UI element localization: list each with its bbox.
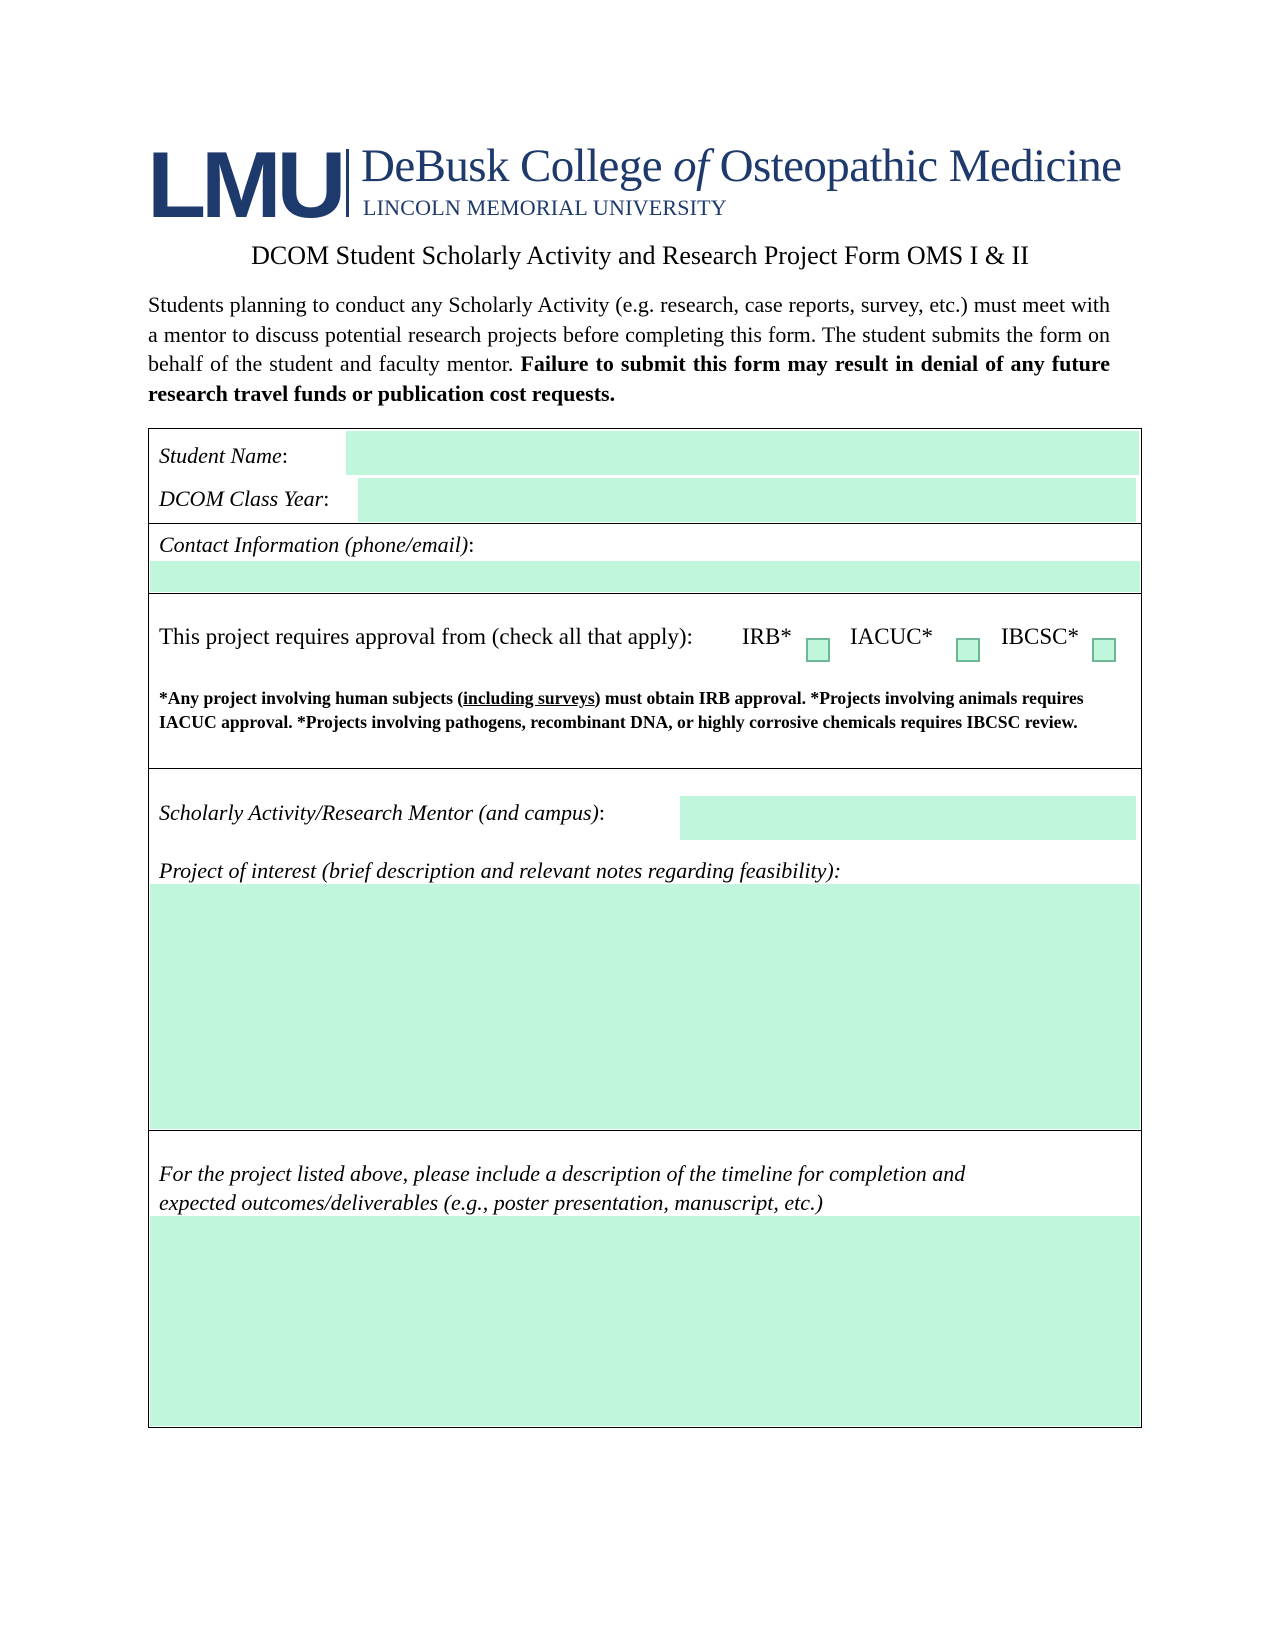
intro-text: Students planning to conduct any Scholarly Activity (e.g. research, case reports, survey, etc.) must meet with a mentor to discuss potential research projects before completing this form. The student submits the form on behalf of the student and faculty mentor. (148, 292, 1110, 376)
approval-note-text: *Any project involving human subjects ( (159, 688, 464, 708)
form-title: DCOM Student Scholarly Activity and Research Project Form OMS I & II (251, 241, 1029, 270)
intro-paragraph (148, 290, 1110, 408)
row-divider (148, 593, 1142, 594)
ibcsc-checkbox[interactable] (1092, 638, 1116, 662)
timeline-field[interactable] (150, 1216, 1140, 1426)
mentor-label: Scholarly Activity/Research Mentor (and campus): (159, 800, 606, 825)
approval-note-text: ) must obtain IRB approval. *Projects involving animals requires IACUC approval. *Projects involving pathogens, recombinant DNA, or highly corrosive chemicals requires IBCSC review. (159, 688, 1084, 732)
irb-label: IRB* (742, 624, 792, 649)
college-name-part: Osteopathic Medicine (708, 140, 1122, 192)
lmu-logo-mark: LMU (147, 132, 342, 237)
college-name-part: DeBusk College (361, 140, 674, 192)
timeline-label-line1: For the project listed above, please include a description of the timeline for completion and (159, 1161, 966, 1186)
approval-note (159, 687, 1114, 734)
university-name: LINCOLN MEMORIAL UNIVERSITY (363, 195, 727, 220)
logo-divider (346, 149, 349, 217)
contact-label: Contact Information (phone/email): (159, 532, 475, 557)
approval-prompt: This project requires approval from (check all that apply): (159, 624, 693, 649)
approval-note-underlined: including surveys (463, 688, 595, 708)
row-divider (148, 523, 1142, 524)
college-name (361, 141, 1121, 191)
irb-checkbox[interactable] (806, 638, 830, 662)
intro-warning: Failure to submit this form may result in denial of any future research travel funds or publication cost requests. (148, 351, 1111, 406)
row-divider (148, 1130, 1142, 1131)
class-year-field[interactable] (358, 478, 1136, 522)
contact-field[interactable] (150, 561, 1140, 592)
row-divider (148, 768, 1142, 769)
ibcsc-label: IBCSC* (1001, 624, 1079, 649)
timeline-label-line2: expected outcomes/deliverables (e.g., poster presentation, manuscript, etc.) (159, 1190, 823, 1215)
mentor-field[interactable] (680, 796, 1136, 840)
college-name-of: of (673, 140, 709, 192)
student-name-label: Student Name: (159, 443, 288, 468)
iacuc-label: IACUC* (850, 624, 934, 649)
student-name-field[interactable] (346, 431, 1139, 475)
project-field[interactable] (150, 884, 1140, 1129)
project-label: Project of interest (brief description and relevant notes regarding feasibility): (159, 858, 842, 883)
class-year-label: DCOM Class Year: (159, 486, 330, 511)
iacuc-checkbox[interactable] (956, 638, 980, 662)
